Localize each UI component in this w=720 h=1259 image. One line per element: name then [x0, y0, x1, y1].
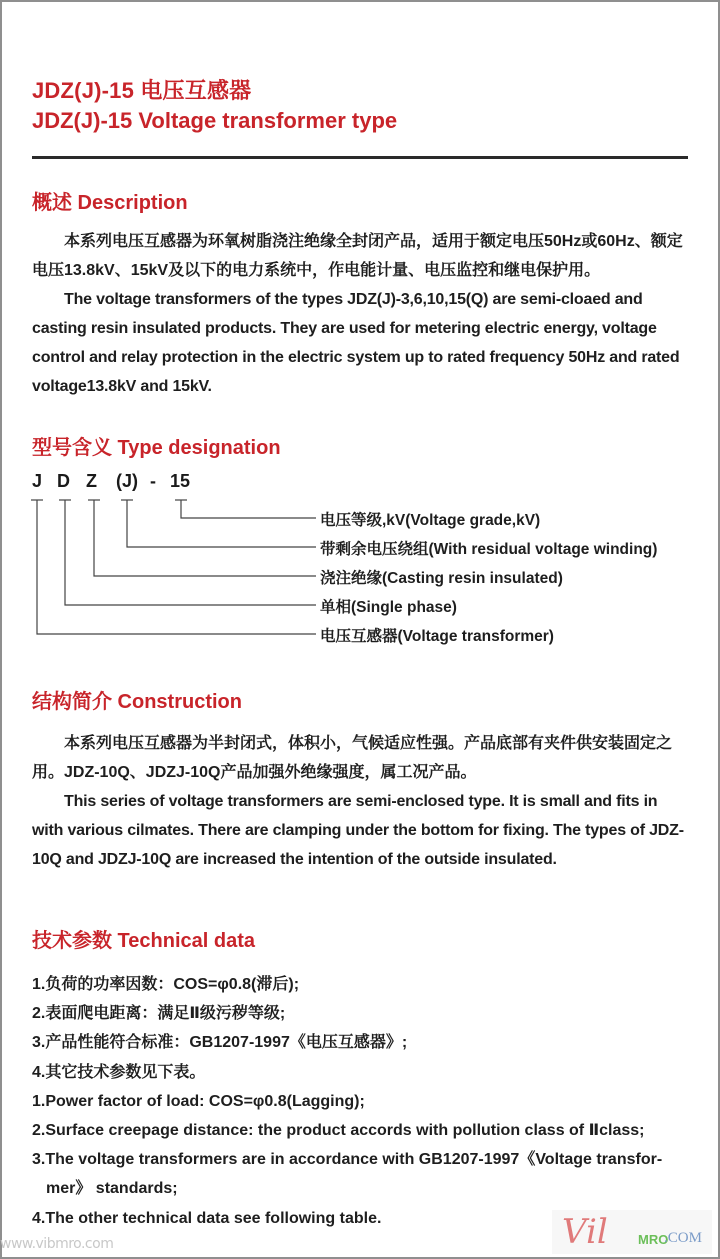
watermark-url: www.vibmro.com: [0, 1236, 114, 1252]
description-heading: 概述 Description: [32, 192, 188, 214]
tech-item-cn-4: 4.其它技术参数见下表。: [32, 1063, 206, 1081]
code-part-dash: -: [150, 471, 156, 491]
code-part-j: J: [32, 471, 43, 491]
label-voltage-transformer: 电压互感器(Voltage transformer): [320, 628, 554, 645]
construction-body: [32, 729, 692, 874]
construction-en: This series of voltage transformers are semi-enclosed type. It is small and fits in with various cilmates. There are clamping under the bottom for fixing. The types of JDZ-10Q and JDZJ-10Q are increased the intention of the outside insulated.: [32, 793, 684, 868]
label-residual-winding: 带剩余电压绕组(With residual voltage winding): [320, 541, 658, 558]
tech-item-en-1: 1.Power factor of load: COS=φ0.8(Lagging);: [32, 1092, 365, 1110]
logo-mro: MRO: [638, 1232, 669, 1247]
label-single-phase: 单相(Single phase): [320, 599, 457, 616]
code-part-15: 15: [170, 471, 191, 491]
tech-item-cn-3: 3.产品性能符合标准：GB1207-1997《电压互感器》;: [32, 1034, 408, 1052]
code-part-z: Z: [86, 471, 97, 491]
designation-heading: 型号含义 Type designation: [32, 437, 281, 459]
construction-cn: 本系列电压互感器为半封闭式，体积小，气候适应性强。产品底部有夹件供安装固定之用。JDZ-10Q、JDZJ-10Q产品加强外绝缘强度，属工况产品。: [32, 735, 673, 781]
label-casting-resin: 浇注绝缘(Casting resin insulated): [320, 570, 563, 587]
tech-item-en-3-cont: mer》 standards;: [46, 1180, 178, 1198]
tech-item-en-2: 2.Surface creepage distance: the product accords with pollution class of Ⅱclass;: [32, 1122, 645, 1140]
description-en: The voltage transformers of the types JDZ(J)-3,6,10,15(Q) are semi-cloaed and casting resin insulated products. They are used for metering electric energy, voltage control and relay protection in the electric system up to rated frequency 50Hz and rated voltage13.8kV and 15kV.: [32, 291, 680, 395]
description-cn: 本系列电压互感器为环氧树脂浇注绝缘全封闭产品，适用于额定电压50Hz或60Hz、额定电压13.8kV、15kV及以下的电力系统中，作电能计量、电压监控和继电保护用。: [32, 233, 683, 279]
tech-item-en-4: 4.The other technical data see following table.: [32, 1209, 382, 1227]
label-voltage-grade: 电压等级,kV(Voltage grade,kV): [320, 512, 541, 529]
tech-item-en-3: 3.The voltage transformers are in accordance with GB1207-1997《Voltage transfor-: [32, 1151, 663, 1169]
title-chinese: JDZ(J)-15 电压互感器: [32, 78, 252, 103]
title-divider: [32, 156, 688, 159]
title-english: JDZ(J)-15 Voltage transformer type: [32, 108, 398, 133]
code-part-j-optional: (J): [116, 471, 138, 491]
watermark-logo: [552, 1210, 712, 1254]
code-part-d: D: [57, 471, 70, 491]
tech-item-cn-2: 2.表面爬电距离：满足Ⅱ级污秽等级;: [32, 1005, 286, 1023]
logo-script-icon: Vil: [562, 1212, 608, 1252]
description-body: [32, 227, 692, 401]
technical-heading: 技术参数 Technical data: [32, 930, 256, 952]
tech-item-cn-1: 1.负荷的功率因数：COS=φ0.8(滞后);: [32, 976, 300, 993]
logo-com: .COM: [664, 1230, 702, 1246]
construction-heading: 结构简介 Construction: [32, 691, 242, 713]
technical-list: [32, 970, 702, 1233]
